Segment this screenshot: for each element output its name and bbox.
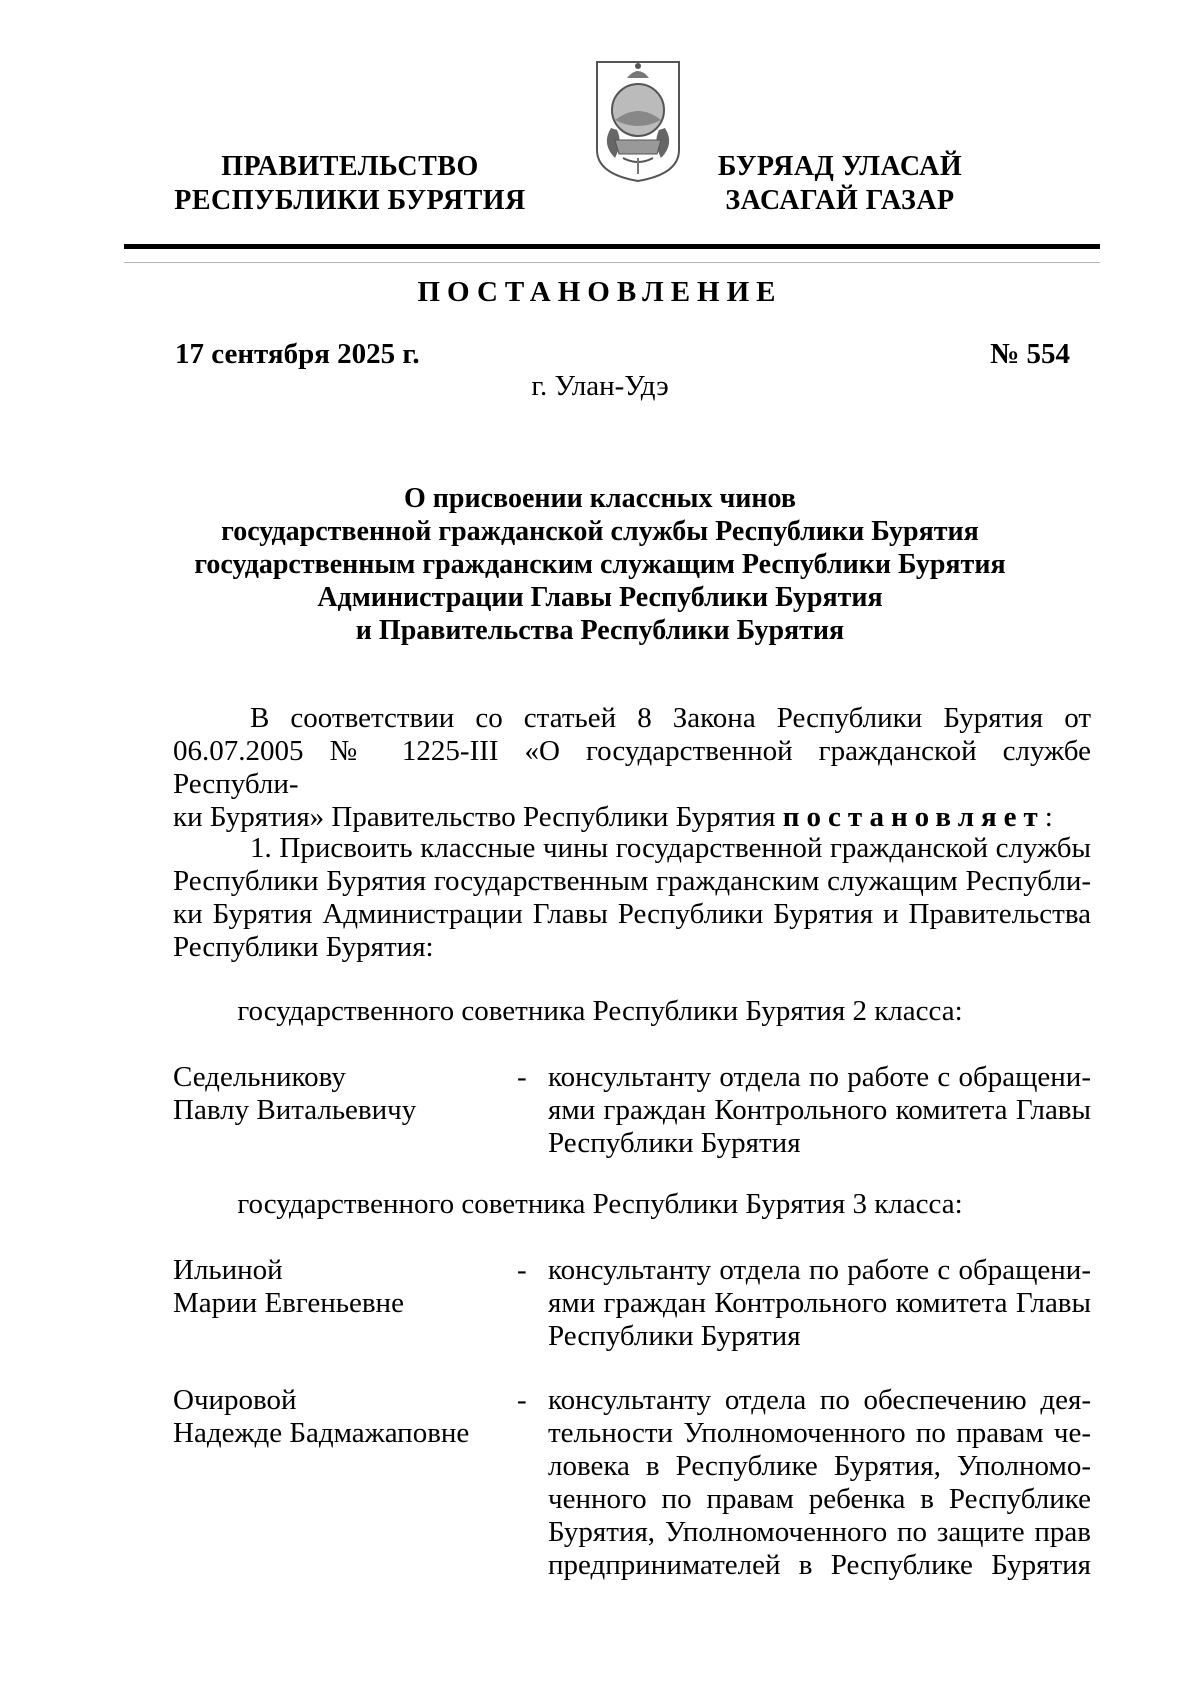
subject-line: Администрации Главы Республики Бурятия — [317, 582, 883, 613]
person-name — [173, 1384, 469, 1450]
person-name — [173, 1254, 404, 1320]
item-1-line: Республики Бурятия государственным гражданским служащим Республи- — [173, 865, 1091, 897]
document-number: № 554 — [990, 338, 1070, 370]
header-divider-thick — [124, 244, 1100, 249]
document-date: 17 сентября 2025 г. — [175, 338, 420, 370]
person-position — [548, 1384, 1091, 1582]
person-given-name: Марии Евгеньевне — [173, 1287, 404, 1319]
subject-line: государственным гражданским служащим Республики Бурятия — [194, 549, 1006, 580]
list-dash: - — [517, 1254, 527, 1286]
rank-heading: государственного советника Республики Бурятия 3 класса: — [237, 1188, 963, 1220]
person-surname: Седельникову — [173, 1061, 346, 1093]
preamble-line: ки Бурятия» Правительство Республики Бурятия — [173, 801, 776, 833]
decree-keyword: постановляет — [782, 801, 1045, 833]
issuer-block-russian — [160, 150, 540, 218]
position-line: Республики Бурятия — [548, 1320, 801, 1352]
position-line: ченного по правам ребенка в Республике — [548, 1483, 1091, 1515]
item-1-line: 1. Присвоить классные чины государственной гражданской службы — [250, 832, 1091, 864]
person-position — [548, 1061, 1091, 1160]
issuer-line-1: ПРАВИТЕЛЬСТВО — [221, 151, 479, 182]
document-type: ПОСТАНОВЛЕНИЕ — [417, 276, 783, 308]
position-line: ями граждан Контрольного комитета Главы — [548, 1287, 1091, 1319]
person-given-name: Надежде Бадмажаповне — [173, 1417, 470, 1449]
issuer-line-1-buryat: БУРЯАД УЛАСАЙ — [717, 151, 963, 182]
preamble-colon: : — [1044, 801, 1053, 833]
rank-heading: государственного советника Республики Бурятия 2 класса: — [237, 995, 963, 1027]
position-line: ями граждан Контрольного комитета Главы — [548, 1094, 1091, 1126]
item-1-paragraph — [173, 832, 1091, 964]
list-dash: - — [517, 1384, 527, 1416]
person-name — [173, 1061, 416, 1127]
preamble-last-line — [173, 801, 1091, 834]
position-line: Бурятия, Уполномоченного по защите прав — [548, 1516, 1091, 1548]
item-1-line: Республики Бурятия: — [173, 931, 434, 963]
position-line: предпринимателей в Республике Бурятия — [548, 1549, 1091, 1581]
issuer-line-2-buryat: ЗАСАГАЙ ГАЗАР — [725, 185, 955, 216]
preamble-paragraph — [173, 702, 1091, 834]
position-line: консультанту отдела по работе с обращени- — [548, 1254, 1091, 1286]
subject-line: государственной гражданской службы Республики Бурятия — [221, 516, 979, 547]
subject-line: О присвоении классных чинов — [404, 483, 796, 514]
person-position — [548, 1254, 1091, 1353]
person-given-name: Павлу Витальевичу — [173, 1094, 417, 1126]
person-surname: Ильиной — [173, 1254, 283, 1286]
document-city: г. Улан-Удэ — [531, 370, 669, 402]
position-line: Республики Бурятия — [548, 1127, 801, 1159]
position-line: ловека в Республике Бурятия, Уполномо- — [548, 1450, 1091, 1482]
position-line: тельности Уполномоченного по правам че- — [548, 1417, 1091, 1449]
issuer-block-buryat — [690, 150, 990, 218]
item-1-line: ки Бурятия Администрации Главы Республики Бурятия и Правительства — [173, 898, 1091, 930]
position-line: консультанту отдела по обеспечению дея- — [548, 1384, 1091, 1416]
person-surname: Очировой — [173, 1384, 297, 1416]
issuer-line-2: РЕСПУБЛИКИ БУРЯТИЯ — [174, 185, 526, 216]
preamble-line: 06.07.2005 № 1225-III «О государственной гражданской службе Республи- — [173, 735, 1091, 800]
position-line: консультанту отдела по работе с обращени- — [548, 1061, 1091, 1093]
document-subject — [150, 482, 1050, 647]
coat-of-arms-emblem — [593, 58, 683, 184]
preamble-line: В соответствии со статьей 8 Закона Республики Бурятия от — [250, 702, 1091, 734]
list-dash: - — [517, 1061, 527, 1093]
header-divider-thin — [124, 262, 1100, 263]
subject-line: и Правительства Республики Бурятия — [355, 615, 845, 646]
